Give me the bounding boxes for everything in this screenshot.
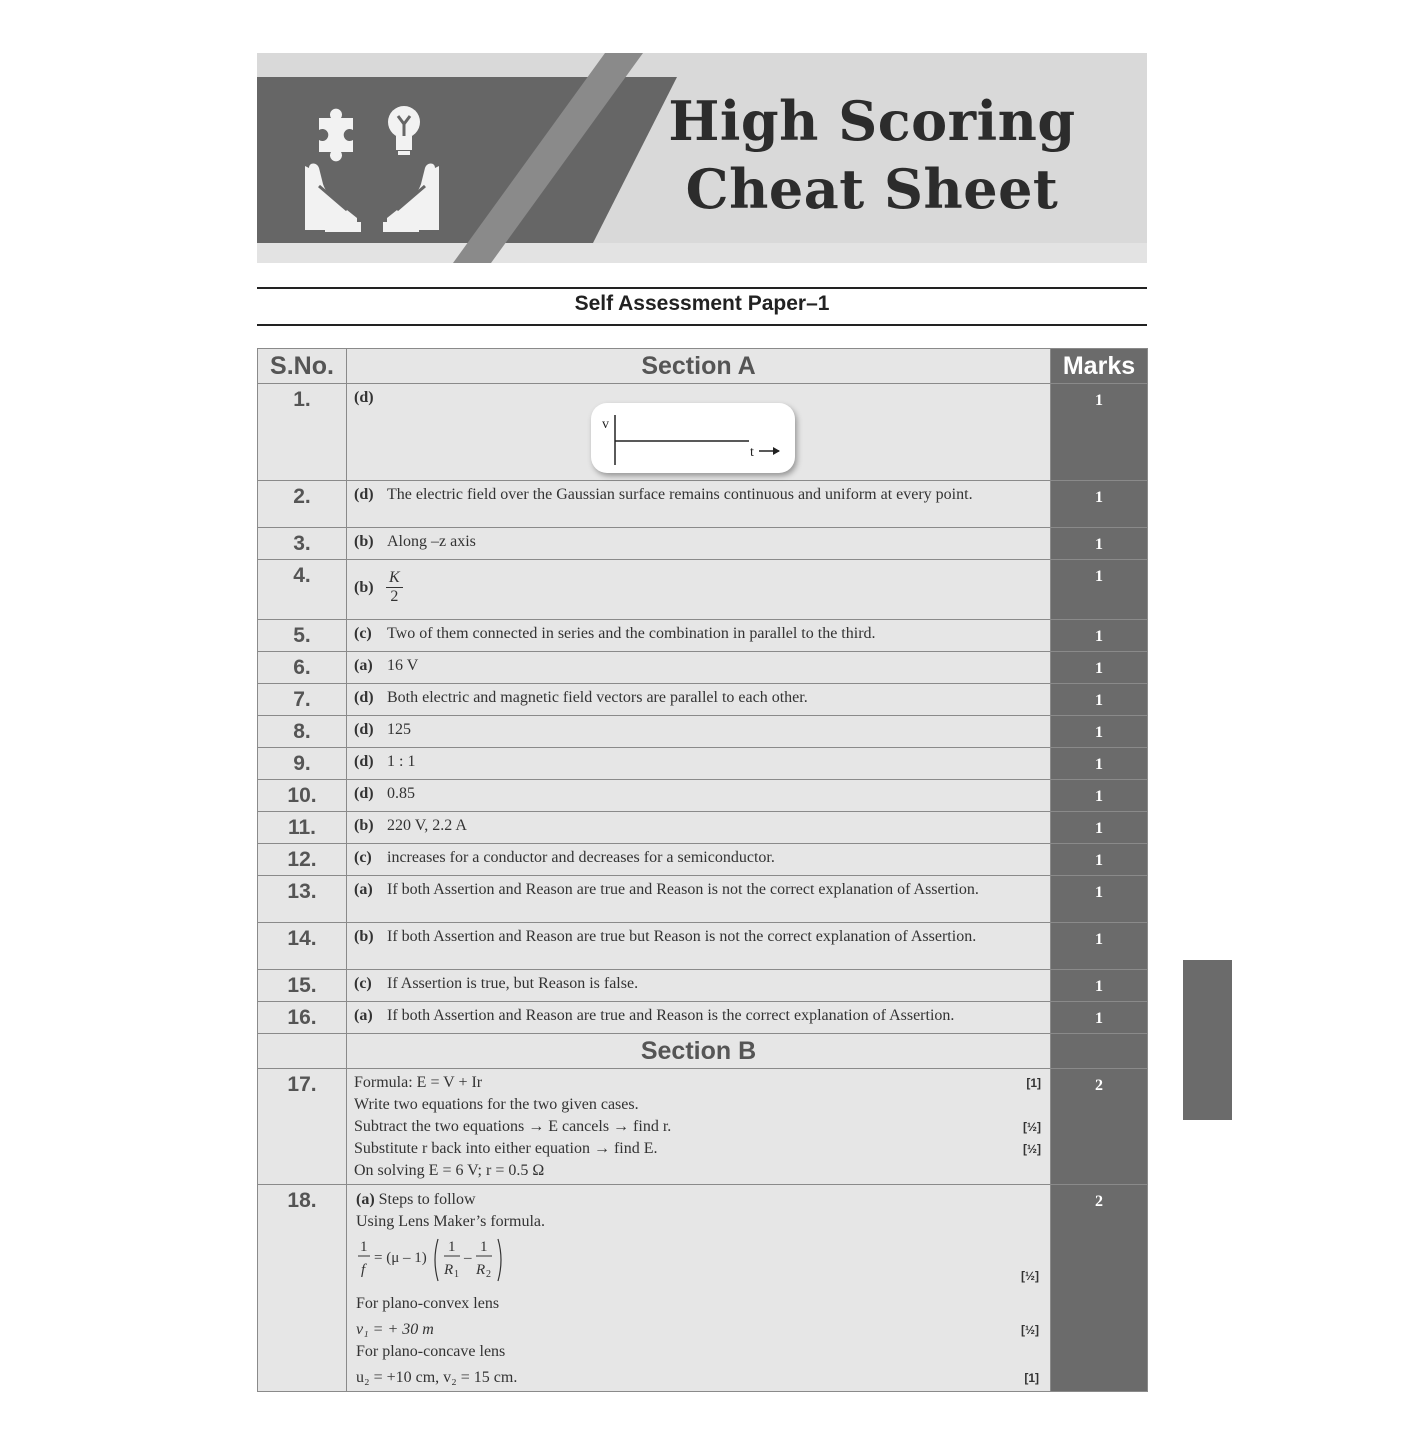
answer-option: (d) bbox=[354, 486, 374, 503]
row-marks: 1 bbox=[1051, 560, 1148, 620]
arrow-head-icon bbox=[773, 447, 780, 455]
answer-line-mark: [½] bbox=[1023, 1142, 1041, 1156]
row-marks: 1 bbox=[1051, 652, 1148, 684]
answer-option: (b) bbox=[354, 817, 374, 834]
answer-line bbox=[356, 1189, 1041, 1211]
row-marks: 1 bbox=[1051, 384, 1148, 481]
answer-line bbox=[354, 1160, 1043, 1182]
row-answer bbox=[347, 1185, 1051, 1392]
row-sno: 6. bbox=[258, 652, 347, 684]
table-row bbox=[258, 812, 1148, 844]
row-answer bbox=[347, 528, 1051, 560]
row-sno: 9. bbox=[258, 748, 347, 780]
answer-line bbox=[356, 1293, 1041, 1315]
row-answer bbox=[347, 716, 1051, 748]
answer-option: (d) bbox=[354, 721, 374, 738]
row-marks: 1 bbox=[1051, 684, 1148, 716]
table-header-row bbox=[258, 349, 1148, 384]
row-answer bbox=[347, 1002, 1051, 1034]
row-sno: 5. bbox=[258, 620, 347, 652]
answer-line bbox=[356, 1341, 1041, 1363]
row-marks: 1 bbox=[1051, 876, 1148, 923]
answer-line-mark: [1] bbox=[1026, 1076, 1041, 1090]
answer-line-text: For plano-convex lens bbox=[356, 1295, 500, 1312]
row-answer bbox=[347, 620, 1051, 652]
paper-subtitle: Self Assessment Paper–1 bbox=[574, 292, 830, 315]
top-rule bbox=[257, 287, 1147, 289]
answer-line-text: v₁ = + 30 m bbox=[356, 1321, 434, 1338]
row-answer bbox=[347, 652, 1051, 684]
answer-option: (c) bbox=[354, 625, 372, 642]
title-line-1: High Scoring bbox=[668, 89, 1076, 153]
answer-line bbox=[356, 1367, 1041, 1389]
answer-option: (b) bbox=[354, 578, 374, 596]
answer-option: (b) bbox=[354, 928, 374, 945]
row-marks: 1 bbox=[1051, 528, 1148, 560]
header-marks: Marks bbox=[1051, 349, 1148, 384]
bottom-rule bbox=[257, 324, 1147, 326]
row-sno: 17. bbox=[258, 1069, 347, 1185]
row-sno: 15. bbox=[258, 970, 347, 1002]
svg-text:= (μ – 1): = (μ – 1) bbox=[374, 1250, 427, 1266]
row-marks: 1 bbox=[1051, 716, 1148, 748]
answer-text: If both Assertion and Reason are true but Reason is not the correct explanation of Assertion. bbox=[387, 928, 977, 945]
row-marks: 2 bbox=[1051, 1185, 1148, 1392]
banner-title bbox=[657, 87, 1087, 223]
table-row bbox=[258, 876, 1148, 923]
row-marks: 2 bbox=[1051, 1069, 1148, 1185]
header-section-b: Section B bbox=[347, 1034, 1051, 1069]
answer-text: 0.85 bbox=[387, 785, 415, 802]
row-sno: 14. bbox=[258, 923, 347, 970]
answer-option: (d) bbox=[354, 689, 374, 706]
table-row bbox=[258, 481, 1148, 528]
answer-line-text: Write two equations for the two given cases. bbox=[354, 1096, 639, 1113]
answer-line bbox=[354, 1072, 1043, 1094]
fraction-denominator: 2 bbox=[390, 588, 399, 605]
svg-text:f: f bbox=[361, 1262, 366, 1278]
row-marks: 1 bbox=[1051, 780, 1148, 812]
row-sno: 1. bbox=[258, 384, 347, 481]
row-marks: 1 bbox=[1051, 970, 1148, 1002]
row-sno: 2. bbox=[258, 481, 347, 528]
table-row bbox=[258, 780, 1148, 812]
row-answer bbox=[347, 812, 1051, 844]
row-sno: 8. bbox=[258, 716, 347, 748]
answer-line-text: Using Lens Maker’s formula. bbox=[356, 1213, 545, 1230]
header-section-a: Section A bbox=[347, 349, 1051, 384]
axis-label-v: v bbox=[601, 417, 609, 432]
answer-option: (c) bbox=[354, 849, 372, 866]
answer-line-text: Formula: E = V + Ir bbox=[354, 1074, 483, 1091]
row-answer bbox=[347, 844, 1051, 876]
answer-line-mark: [½] bbox=[1021, 1269, 1039, 1283]
fraction-numerator: K bbox=[386, 569, 403, 588]
table-row bbox=[258, 652, 1148, 684]
answer-line bbox=[354, 1138, 1043, 1160]
answer-text: Along –z axis bbox=[387, 533, 476, 550]
row-answer bbox=[347, 684, 1051, 716]
row-marks: 1 bbox=[1051, 844, 1148, 876]
answer-option: (a) bbox=[354, 881, 373, 898]
answer-text: 1 : 1 bbox=[387, 753, 416, 770]
answer-text: If both Assertion and Reason are true and Reason is the correct explanation of Assertion. bbox=[387, 1007, 955, 1024]
side-thumb-tab bbox=[1183, 960, 1232, 1120]
row-answer bbox=[347, 876, 1051, 923]
answer-line bbox=[356, 1211, 1041, 1233]
answer-text: Two of them connected in series and the combination in parallel to the third. bbox=[387, 625, 876, 642]
answer-line-mark: [½] bbox=[1021, 1323, 1039, 1337]
row-sno: 18. bbox=[258, 1185, 347, 1392]
answer-line-mark: [½] bbox=[1023, 1120, 1041, 1134]
answer-option: (b) bbox=[354, 533, 374, 550]
answer-part-label: (a) bbox=[356, 1191, 375, 1208]
svg-text:1: 1 bbox=[448, 1239, 456, 1255]
answer-line bbox=[356, 1319, 1041, 1341]
answer-table bbox=[257, 348, 1148, 1392]
axis-label-t: t bbox=[749, 445, 754, 460]
row-marks: 1 bbox=[1051, 1002, 1148, 1034]
table-row bbox=[258, 1069, 1148, 1185]
row-sno: 7. bbox=[258, 684, 347, 716]
svg-text:1: 1 bbox=[360, 1239, 368, 1255]
answer-line bbox=[354, 1116, 1043, 1138]
answer-text: increases for a conductor and decreases for a semiconductor. bbox=[387, 849, 775, 866]
table-row bbox=[258, 748, 1148, 780]
answer-option: (d) bbox=[354, 389, 374, 406]
table-row bbox=[258, 923, 1148, 970]
answer-option: (c) bbox=[354, 975, 372, 992]
table-row bbox=[258, 716, 1148, 748]
answer-text: Both electric and magnetic field vectors are parallel to each other. bbox=[387, 689, 808, 706]
row-marks: 1 bbox=[1051, 923, 1148, 970]
answer-line-text: Substitute r back into either equation → find E. bbox=[354, 1140, 658, 1157]
row-answer bbox=[347, 481, 1051, 528]
table-row bbox=[258, 384, 1148, 481]
row-marks: 1 bbox=[1051, 620, 1148, 652]
lens-formula-line bbox=[356, 1233, 1041, 1287]
table-row bbox=[258, 560, 1148, 620]
vt-graph-svg bbox=[591, 403, 795, 473]
table-row bbox=[258, 1185, 1148, 1392]
section-b-empty-sno bbox=[258, 1034, 347, 1069]
svg-text:–: – bbox=[464, 1250, 472, 1266]
answer-text: If Assertion is true, but Reason is false. bbox=[387, 975, 639, 992]
row-sno: 12. bbox=[258, 844, 347, 876]
row-marks: 1 bbox=[1051, 481, 1148, 528]
answer-line bbox=[354, 1094, 1043, 1116]
row-answer bbox=[347, 970, 1051, 1002]
svg-text:R: R bbox=[444, 1262, 454, 1278]
row-sno: 4. bbox=[258, 560, 347, 620]
answer-text: 16 V bbox=[387, 657, 419, 674]
answer-line-text: u₂ = +10 cm, v₂ = 15 cm. bbox=[356, 1369, 518, 1386]
title-line-2: Cheat Sheet bbox=[685, 157, 1059, 221]
answer-text: 220 V, 2.2 A bbox=[387, 817, 467, 834]
row-answer bbox=[347, 1069, 1051, 1185]
answer-option: (a) bbox=[354, 657, 373, 674]
header-banner bbox=[257, 53, 1147, 263]
answer-option: (a) bbox=[354, 1007, 373, 1024]
answer-line-text: On solving E = 6 V; r = 0.5 Ω bbox=[354, 1162, 545, 1179]
svg-text:R: R bbox=[476, 1262, 486, 1278]
header-sno: S.No. bbox=[258, 349, 347, 384]
puzzle-bulb-hands-icon bbox=[297, 98, 447, 238]
svg-text:1: 1 bbox=[480, 1239, 488, 1255]
row-sno: 16. bbox=[258, 1002, 347, 1034]
svg-text:1: 1 bbox=[454, 1269, 459, 1280]
fraction bbox=[386, 569, 403, 606]
table-row bbox=[258, 844, 1148, 876]
row-answer bbox=[347, 560, 1051, 620]
answer-option: (d) bbox=[354, 785, 374, 802]
table-row bbox=[258, 684, 1148, 716]
table-row bbox=[258, 528, 1148, 560]
answer-line-text: For plano-concave lens bbox=[356, 1343, 506, 1360]
row-answer bbox=[347, 780, 1051, 812]
table-row bbox=[258, 1002, 1148, 1034]
lens-maker-formula bbox=[356, 1233, 526, 1287]
section-b-header-row bbox=[258, 1034, 1148, 1069]
row-sno: 10. bbox=[258, 780, 347, 812]
row-marks: 1 bbox=[1051, 748, 1148, 780]
table-row bbox=[258, 970, 1148, 1002]
row-sno: 3. bbox=[258, 528, 347, 560]
row-marks: 1 bbox=[1051, 812, 1148, 844]
answer-text: The electric field over the Gaussian surface remains continuous and uniform at every point. bbox=[387, 486, 973, 503]
answer-text: 125 bbox=[387, 721, 411, 738]
answer-line-text: Steps to follow bbox=[378, 1191, 476, 1208]
answer-option: (d) bbox=[354, 753, 374, 770]
answer-text: If both Assertion and Reason are true and Reason is not the correct explanation of Assertion. bbox=[387, 881, 979, 898]
row-answer bbox=[347, 384, 1051, 481]
answer-line-mark: [1] bbox=[1024, 1371, 1039, 1385]
row-sno: 13. bbox=[258, 876, 347, 923]
row-answer bbox=[347, 748, 1051, 780]
row-answer bbox=[347, 923, 1051, 970]
svg-text:2: 2 bbox=[486, 1269, 491, 1280]
table-row bbox=[258, 620, 1148, 652]
vt-graph bbox=[591, 403, 795, 473]
answer-line-text: Subtract the two equations → E cancels → find r. bbox=[354, 1118, 672, 1135]
row-sno: 11. bbox=[258, 812, 347, 844]
section-b-empty-marks bbox=[1051, 1034, 1148, 1069]
